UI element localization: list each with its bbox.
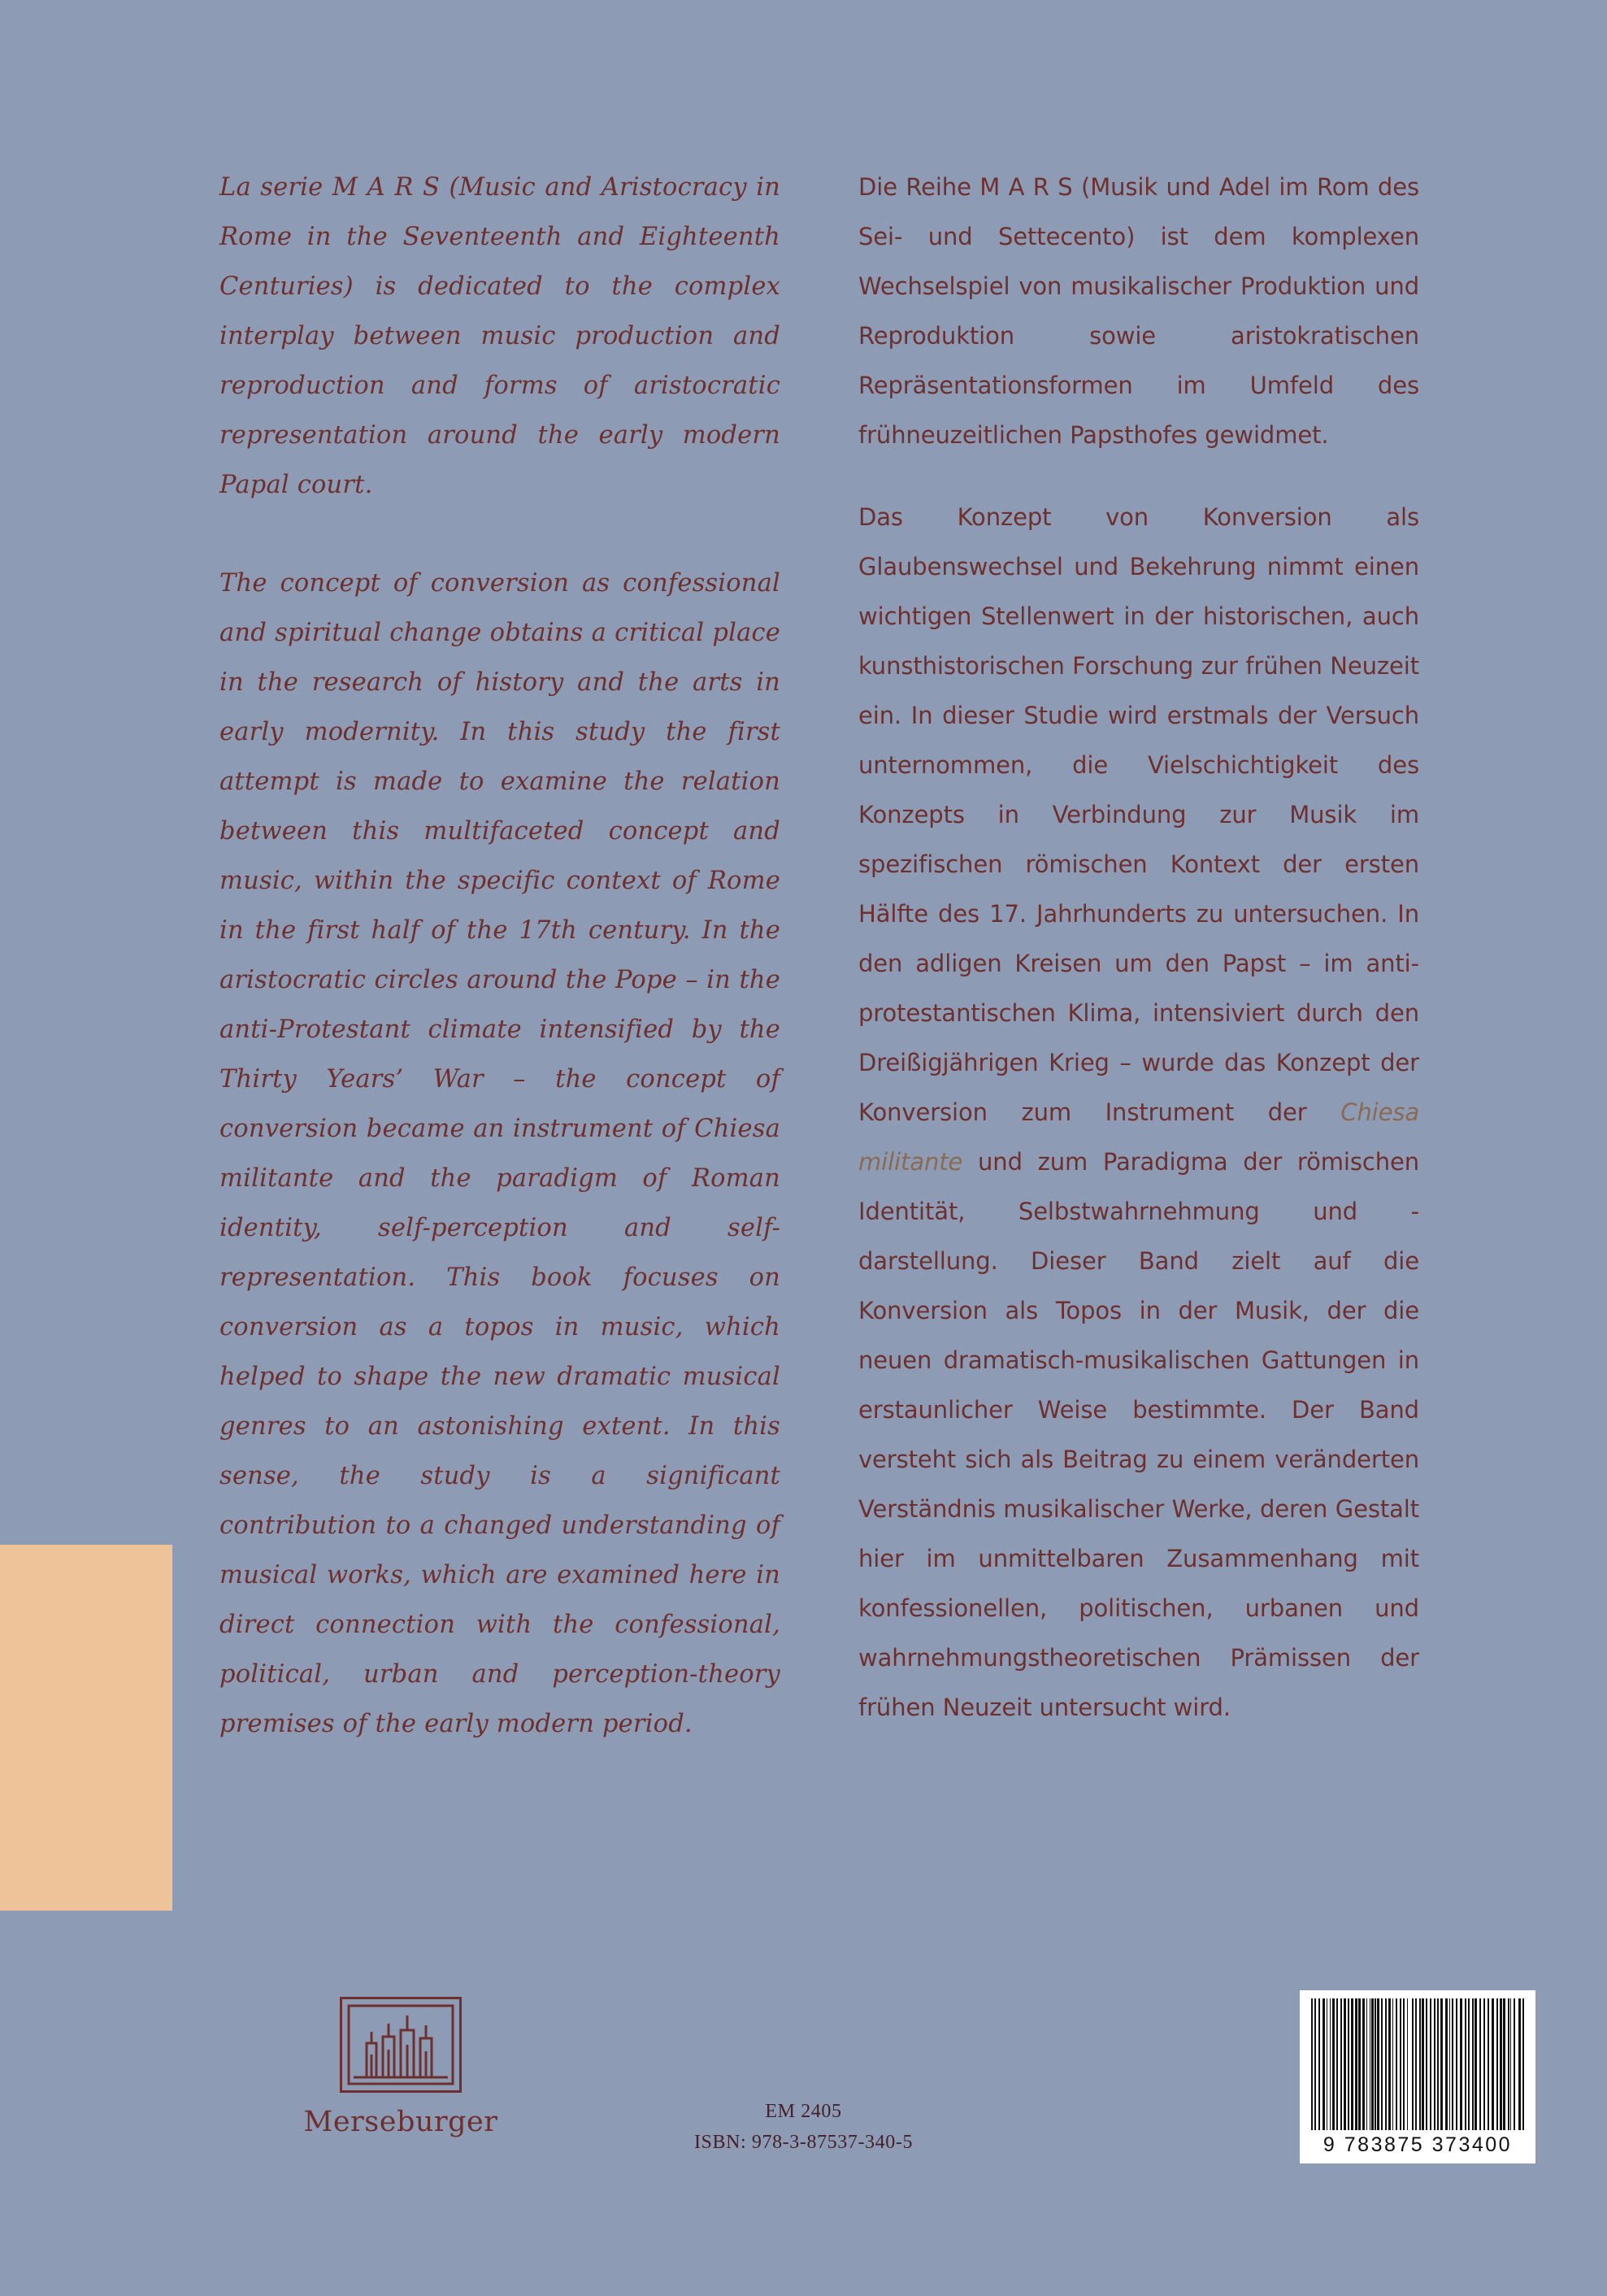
german-blurb-column xyxy=(858,163,1419,1783)
german-body-part-1: Das Konzept von Konversion als Glaubenswechsel und Bekehrung nimmt einen wichtigen Stellenwert in der historischen, auch kunsthistorischen Forschung zur frühen Neuzeit ein. In dieser Studie wird erstmals der Versuch unternommen, die Vielschichtigkeit des Konzepts in Verbindung zur Musik im spezifischen römischen Kontext der ersten Hälfte des 17. Jahrhunderts zu untersuchen. In den adligen Kreisen um den Papst – im anti-protestantischen Klima, intensiviert durch den Dreißigjährigen Krieg – wurde das Konzept der Konversion zum Instrument der xyxy=(858,503,1419,1126)
decorative-tan-block xyxy=(0,1545,172,1911)
english-paragraph-series: La serie M A R S (Music and Aristocracy in Rome in the Seventeenth and Eighteenth Centuries) is dedicated to the complex interplay between music production and reproduction and forms of aristocratic representation around the early modern Papal court. xyxy=(219,173,780,499)
english-paragraph-body xyxy=(219,559,780,1749)
ean13-barcode-icon xyxy=(1300,1990,1535,2133)
german-italic-term: Chiesa militante xyxy=(858,1098,1419,1176)
publisher-name: Merseburger xyxy=(303,2106,498,2138)
barcode-block xyxy=(1300,1990,1535,2163)
barcode-digits: 9 783875 373400 xyxy=(1300,2133,1535,2163)
merseburger-building-logo-icon xyxy=(340,1997,462,2093)
german-paragraph-body xyxy=(858,493,1419,1733)
german-paragraph-series: Die Reihe M A R S (Musik und Adel im Rom des Sei- und Settecento) ist dem komplexen Wechselspiel von musikalischer Produktion und Reproduktion sowie aristokratischen Repräsentationsformen im Umfeld des frühneuzeitlichen Papsthofes gewidmet. xyxy=(858,173,1419,449)
english-body-part-2: and the paradigm of Roman identity, self-perception and self-representation. This book focuses on conversion as a topos in music, which helped to shape the new dramatic musical genres to an astonishing extent. In this sense, the study is a significant contribution to a changed understanding of musical works, which are examined here in direct connection with the confessional, political, urban and perception-theory premises of the early modern period. xyxy=(219,1164,780,1738)
order-number: EM 2405 xyxy=(765,2101,842,2122)
english-italic-term: Chiesa militante xyxy=(219,1115,780,1193)
english-body-part-1: The concept of conversion as confessional and spiritual change obtains a critical place in the research of history and the arts in early modernity. In this study the first attempt is made to examine the relation between this multifaceted concept and music, within the specific context of Rome in the first half of the 17th century. In the aristocratic circles around the Pope – in the anti-Protestant climate intensified by the Thirty Years’ War – the concept of conversion became an instrument of xyxy=(219,569,780,1143)
footer xyxy=(0,1997,1607,2208)
blurb-columns xyxy=(219,163,1528,1783)
german-body-part-2: und zum Paradigma der römischen Identität, Selbstwahrnehmung und -darstellung. Dieser Band zielt auf die Konversion als Topos in der Musik, der die neuen dramatisch-musikalischen Gattungen in erstaunlicher Weise bestimmte. Der Band versteht sich als Beitrag zu einem veränderten Verständnis musikalischer Werke, deren Gestalt hier im unmittelbaren Zusammenhang mit konfessionellen, politischen, urbanen und wahrnehmungstheoretischen Prämissen der frühen Neuzeit untersucht wird. xyxy=(858,1148,1419,1721)
english-blurb-column xyxy=(219,163,780,1783)
isbn: ISBN: 978-3-87537-340-5 xyxy=(693,2132,914,2153)
